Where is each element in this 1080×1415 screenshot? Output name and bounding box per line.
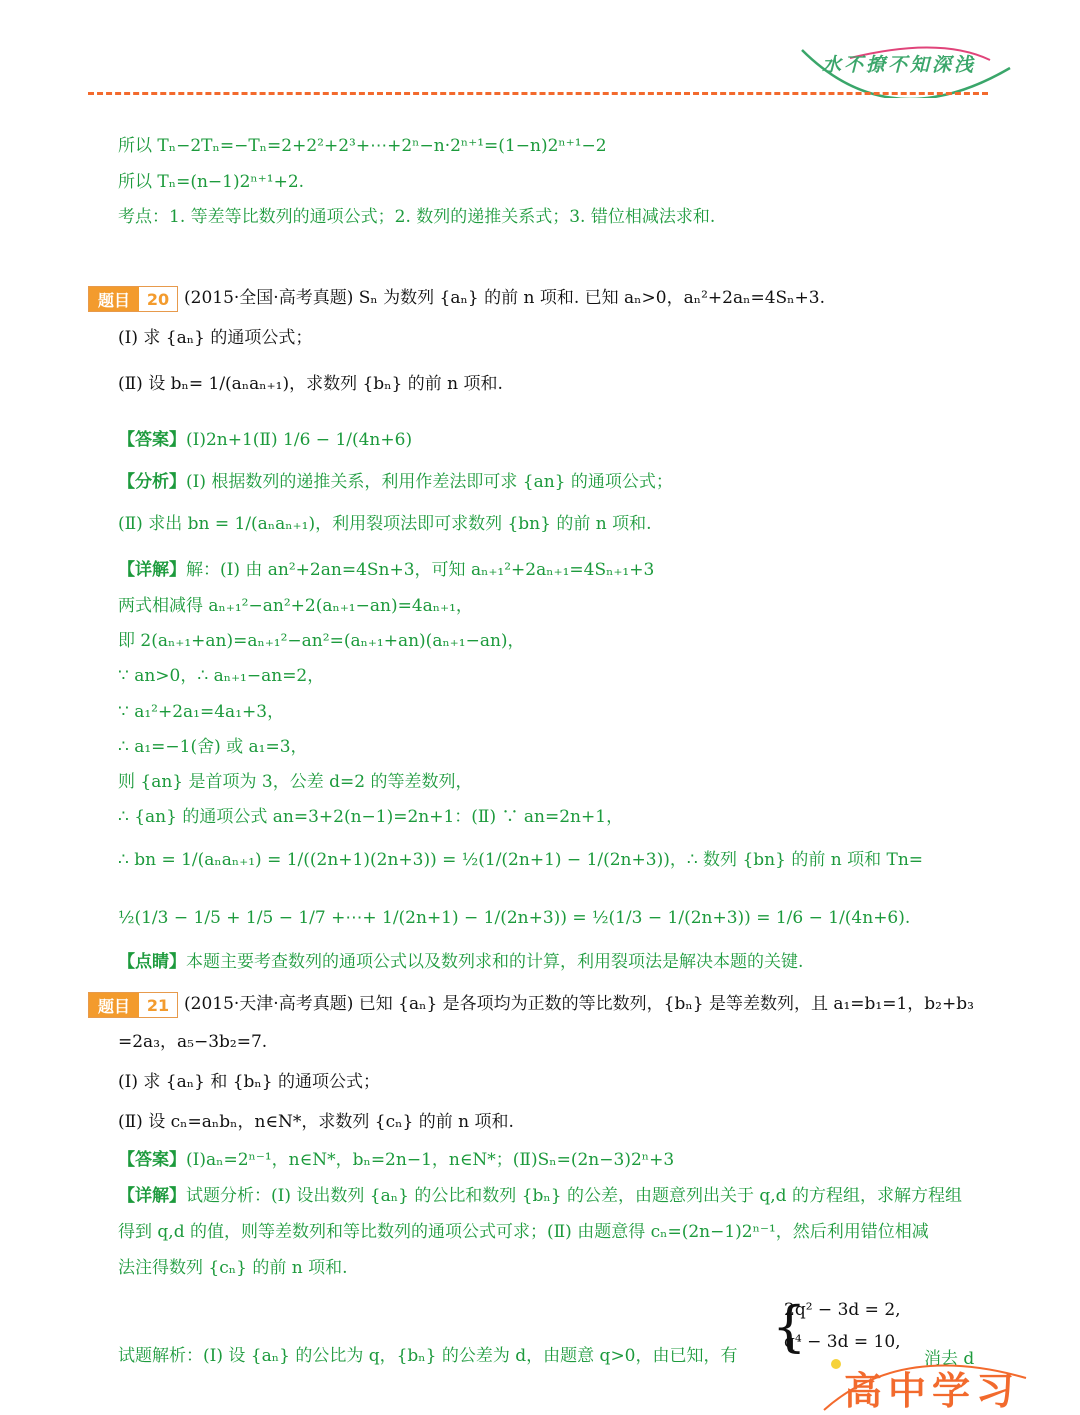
question-20-answer [118, 428, 412, 452]
question-label: 题目 [89, 287, 139, 311]
answer-text: (Ⅰ)aₙ=2ⁿ⁻¹，n∈N*，bₙ=2n−1，n∈N*；(Ⅱ)Sₙ=(2n−3)2ⁿ+3 [186, 1150, 675, 1170]
detail-step: ∴ bn = 1/(aₙaₙ₊₁) = 1/((2n+1)(2n+3)) = ½(1/(2n+1) − 1/(2n+3))，∴ 数列 {bn} 的前 n 项和 Tn= [118, 850, 924, 870]
point-text: 本题主要考查数列的通项公式以及数列求和的计算，利用裂项法是解决本题的关键. [186, 952, 804, 972]
question-20-badge [88, 286, 178, 312]
header-dashed-divider [88, 92, 988, 95]
question-21-part-1: (Ⅰ) 求 {aₙ} 和 {bₙ} 的通项公式； [118, 1072, 380, 1092]
detail-text: 得到 q,d 的值，则等差数列和等比数列的通项公式可求；(Ⅱ) 由题意得 cₙ=(2n−1)2ⁿ⁻¹，然后利用错位相减 [118, 1222, 929, 1242]
detail-step: ∵ a₁²+2a₁=4a₁+3， [118, 702, 285, 722]
question-21-answer [118, 1148, 674, 1172]
question-21-part-2: (Ⅱ) 设 cₙ=aₙbₙ，n∈N*，求数列 {cₙ} 的前 n 项和. [118, 1112, 514, 1132]
prev-knowledge-point: 考点：1. 等差等比数列的通项公式；2. 数列的递推关系式；3. 错位相减法求和. [118, 207, 716, 227]
answer-tag: 【答案】 [118, 430, 186, 450]
detail-text: 试题分析：(Ⅰ) 设出数列 {aₙ} 的公比和数列 {bₙ} 的公差，由题意列出关于 q,d 的方程组，求解方程组 [186, 1186, 962, 1206]
equation-row: 2q² − 3d = 2, [784, 1300, 901, 1320]
watermark-stamp [820, 1352, 1030, 1412]
question-20-analysis [118, 470, 673, 494]
detail-step: ∵ an>0，∴ aₙ₊₁−an=2， [118, 666, 325, 686]
analysis-text: (I) 根据数列的递推关系，利用作差法即可求 {an} 的通项公式； [186, 472, 673, 492]
detail-step: ∴ {an} 的通项公式 an=3+2(n−1)=2n+1：(Ⅱ) ∵ an=2n+1， [118, 807, 624, 827]
prev-solution-line-1: 所以 Tₙ−2Tₙ=−Tₙ=2+2²+2³+⋯+2ⁿ−n·2ⁿ⁺¹=(1−n)2ⁿ⁺¹−2 [118, 136, 607, 156]
question-20-analysis-2: (Ⅱ) 求出 bn = 1/(aₙaₙ₊₁)，利用裂项法即可求数列 {bn} 的前 n 项和. [118, 514, 652, 534]
eliminate-d-text: 消去 d [924, 1349, 975, 1369]
brace-symbol: { [772, 1295, 807, 1358]
detail-tag: 【详解】 [118, 1186, 186, 1206]
answer-tag: 【答案】 [118, 1150, 186, 1170]
point-tag: 【点睛】 [118, 952, 186, 972]
detail-step: 两式相减得 aₙ₊₁²−an²+2(aₙ₊₁−an)=4aₙ₊₁， [118, 596, 473, 616]
detail-step: ½(1/3 − 1/5 + 1/5 − 1/7 +⋯+ 1/(2n+1) − 1/(2n+3)) = ½(1/3 − 1/(2n+3)) = 1/6 − 1/(4n+6). [118, 908, 911, 928]
question-20-part-1: (Ⅰ) 求 {aₙ} 的通项公式； [118, 328, 313, 348]
question-number: 21 [146, 995, 170, 1015]
question-21-detail [118, 1184, 962, 1208]
detail-step: ∴ a₁=−1(舍) 或 a₁=3， [118, 737, 308, 757]
header-motto: 水不撩不知深浅 [822, 54, 977, 76]
prev-solution-line-2: 所以 Tₙ=(n−1)2ⁿ⁺¹+2. [118, 172, 305, 192]
detail-tag: 【详解】 [118, 560, 186, 580]
question-20-point [118, 950, 803, 974]
question-20-detail [118, 558, 654, 582]
analysis-tag: 【分析】 [118, 472, 186, 492]
question-21-stem: (2015·天津·高考真题) 已知 {aₙ} 是各项均为正数的等比数列，{bₙ} 是等差数列，且 a₁=b₁=1，b₂+b₃ [184, 994, 974, 1014]
detail-text: 法注得数列 {cₙ} 的前 n 项和. [118, 1258, 348, 1278]
answer-text: (Ⅰ)2n+1(Ⅱ) 1/6 − 1/(4n+6) [186, 430, 413, 450]
question-20-stem: (2015·全国·高考真题) Sₙ 为数列 {aₙ} 的前 n 项和. 已知 aₙ>0，aₙ²+2aₙ=4Sₙ+3. [184, 288, 825, 308]
question-21-stem-cont: =2a₃，a₅−3b₂=7. [118, 1032, 268, 1052]
question-20-part-2: (Ⅱ) 设 bₙ= 1/(aₙaₙ₊₁)，求数列 {bₙ} 的前 n 项和. [118, 374, 503, 394]
stamp-text: 高中学习 [844, 1369, 1021, 1413]
question-21-solution: 试题解析：(Ⅰ) 设 {aₙ} 的公比为 q，{bₙ} 的公差为 d，由题意 q>0，由已知，有 [118, 1346, 738, 1366]
question-label: 题目 [89, 993, 139, 1017]
detail-step: 即 2(aₙ₊₁+an)=aₙ₊₁²−an²=(aₙ₊₁+an)(aₙ₊₁−an)， [118, 631, 525, 651]
question-21-badge [88, 992, 178, 1018]
detail-step: 解：(I) 由 an²+2an=4Sn+3，可知 aₙ₊₁²+2aₙ₊₁=4Sₙ₊₁+3 [186, 560, 655, 580]
equation-row: q⁴ − 3d = 10, [784, 1332, 901, 1352]
question-number: 20 [146, 289, 170, 309]
detail-step: 则 {an} 是首项为 3，公差 d=2 的等差数列， [118, 772, 473, 792]
